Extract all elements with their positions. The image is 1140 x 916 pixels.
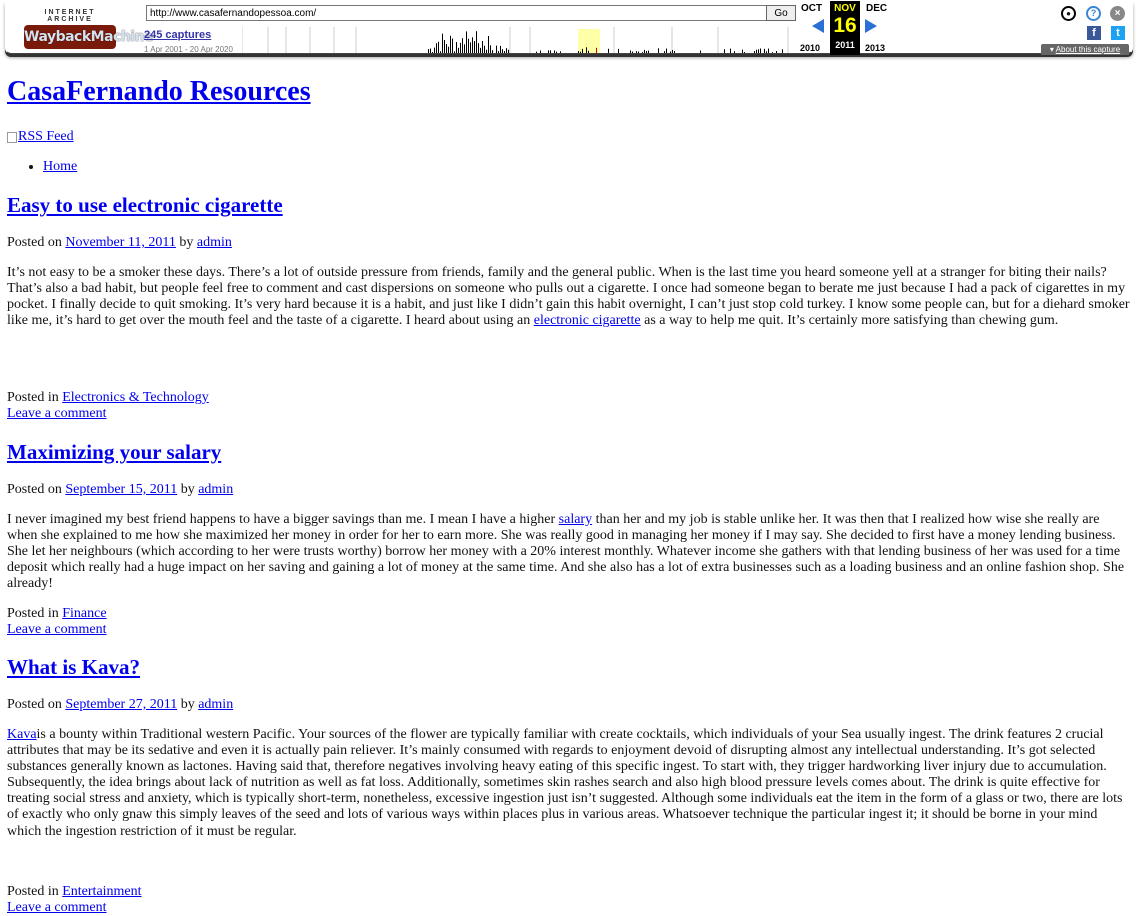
capture-bar	[724, 49, 725, 53]
inline-link[interactable]: electronic cigarette	[533, 313, 641, 329]
broken-image-icon	[7, 132, 17, 143]
capture-bar	[482, 41, 483, 53]
capture-bar	[670, 51, 671, 53]
capture-bar	[480, 48, 481, 53]
post-meta	[7, 235, 232, 251]
capture-bar	[756, 50, 757, 53]
site-title-link[interactable]: CasaFernando Resources	[7, 76, 311, 107]
inline-link[interactable]: salary	[558, 512, 593, 527]
capture-bar	[468, 39, 469, 53]
capture-bar	[734, 51, 735, 53]
capture-bar	[506, 48, 507, 53]
capture-bar	[488, 36, 489, 53]
category-link[interactable]: Electronics & Technology	[62, 390, 209, 405]
capture-bar	[464, 44, 465, 53]
capture-bar	[672, 50, 673, 53]
capture-bar	[450, 36, 451, 53]
prev-capture-arrow-icon[interactable]	[812, 19, 824, 33]
capture-bar	[554, 50, 555, 53]
capture-bar	[436, 43, 437, 53]
category-link[interactable]: Entertainment	[62, 884, 142, 899]
capture-bar	[700, 51, 701, 53]
capture-bar	[664, 51, 665, 53]
capture-bar	[764, 49, 765, 53]
capture-bar	[758, 49, 759, 53]
by-label: by	[180, 482, 195, 497]
capture-bar	[646, 51, 647, 53]
rss-feed-link[interactable]	[7, 129, 74, 145]
by-label: by	[179, 235, 194, 250]
post-title	[7, 440, 221, 465]
capture-bar	[658, 48, 659, 53]
leave-comment-link[interactable]: Leave a comment	[7, 622, 107, 638]
posted-on-label: Posted on	[7, 697, 62, 712]
capture-bar	[452, 39, 453, 53]
capture-bar	[440, 51, 441, 53]
post-date-link[interactable]: September 27, 2011	[65, 697, 178, 712]
capture-bar	[596, 48, 597, 53]
post-title	[7, 655, 140, 680]
next-year[interactable]: 2013	[865, 43, 886, 53]
capture-bar	[618, 49, 619, 53]
sparkline-bars	[428, 31, 783, 53]
post-title-link[interactable]: What is Kava?	[7, 655, 141, 679]
author-link[interactable]: admin	[198, 697, 234, 712]
leave-comment-link[interactable]: Leave a comment	[7, 406, 107, 422]
post-footer	[7, 606, 107, 638]
capture-date-range: 1 Apr 2001 - 20 Apr 2020	[144, 45, 233, 54]
facebook-icon[interactable]: f	[1087, 26, 1101, 40]
capture-bar	[744, 52, 745, 53]
rss-feed-label: RSS Feed	[18, 129, 74, 144]
capture-bar	[470, 42, 471, 53]
capture-bar	[782, 49, 783, 53]
capture-bar	[442, 34, 443, 53]
capture-bar	[496, 46, 497, 53]
posted-in-label: Posted in	[7, 606, 59, 621]
nav-item-home	[43, 159, 77, 175]
capture-bar	[730, 49, 731, 53]
post-meta	[7, 482, 233, 498]
capture-bar	[754, 51, 755, 53]
post-text: as a way to help me quit. It’s certainly more satisfying than chewing gum.	[640, 313, 1059, 329]
posted-on-label: Posted on	[7, 235, 62, 250]
capture-bar	[498, 51, 499, 53]
capture-bar	[540, 51, 541, 53]
capture-bar	[446, 44, 447, 53]
capture-bar	[648, 51, 649, 53]
capture-bar	[742, 50, 743, 53]
sparkline-year-dividers	[242, 27, 788, 53]
post-title	[7, 193, 283, 218]
go-button[interactable]: Go	[766, 5, 796, 21]
url-input[interactable]	[146, 5, 768, 21]
prev-month[interactable]: OCT	[801, 3, 823, 14]
inline-link[interactable]: Kava	[7, 727, 37, 742]
capture-bar	[666, 49, 667, 53]
capture-bar	[776, 51, 777, 53]
current-day: 16	[833, 14, 857, 37]
post-footer	[7, 390, 209, 422]
capture-sparkline[interactable]	[242, 27, 794, 53]
capture-bar	[462, 38, 463, 53]
captures-link[interactable]: 245 captures	[144, 29, 212, 41]
author-link[interactable]: admin	[196, 235, 232, 250]
post-meta	[7, 697, 233, 713]
capture-bar	[490, 45, 491, 53]
capture-bar	[582, 49, 583, 53]
help-icon[interactable]: ?	[1086, 6, 1101, 21]
posted-on-label: Posted on	[7, 482, 62, 497]
about-capture-label: About this capture	[1055, 45, 1121, 54]
capture-bar	[772, 52, 773, 53]
capture-bar	[476, 31, 477, 53]
capture-bar	[466, 31, 467, 53]
capture-bar	[768, 49, 769, 53]
post-text: I never imagined my best friend happens to have a bigger savings than me. I mean I have a higher	[7, 512, 559, 527]
main-nav	[22, 159, 77, 175]
post-text: It’s not easy to be a smoker these days. There’s a lot of outside pressure from friends, family and the general public. When is the last time you heard someone yell at a stranger for biting their nails? That’s also a bad habit, but people feel free to comment and cast dispersions on someone who pulls out a cigarette. I once had someone began to berate me just because I had a pack of cigarettes in my pocket. I finally decide to quit smoking. It’s very hard because it is a habit, and just like I didn’t gain this habit overnight, I can’t just stop cold turkey. I know some people can, but for a diehard smoker like me, it’s hard to get over the mouth feel and the taste of a cigarette. I heard about using an	[7, 265, 1130, 329]
next-capture-arrow-icon[interactable]	[865, 19, 877, 33]
capture-bar	[586, 47, 587, 53]
capture-bar	[502, 49, 503, 53]
about-capture-button[interactable]: ▾ About this capture	[1041, 44, 1129, 55]
capture-bar	[448, 47, 449, 53]
wayback-logo[interactable]	[24, 9, 154, 47]
post-title-link[interactable]: Maximizing your salary	[7, 440, 222, 464]
post-content	[7, 727, 1133, 840]
capture-bar	[478, 43, 479, 53]
capture-bar	[536, 52, 537, 53]
capture-bar	[508, 50, 509, 53]
current-capture-date	[830, 1, 860, 55]
capture-bar	[438, 42, 439, 53]
capture-bar	[474, 41, 475, 53]
post-date-link[interactable]: November 11, 2011	[65, 235, 176, 250]
nav-link-home[interactable]: Home	[43, 159, 78, 174]
capture-bar	[454, 51, 455, 53]
capture-bar	[444, 40, 445, 53]
capture-bar	[588, 51, 589, 53]
capture-bar	[760, 48, 761, 53]
capture-bar	[504, 51, 505, 53]
capture-bar	[638, 52, 639, 53]
capture-bar	[548, 50, 549, 53]
posted-in-label: Posted in	[7, 390, 59, 405]
capture-bar	[636, 51, 637, 53]
post-date-link[interactable]: September 15, 2011	[65, 482, 178, 497]
post-content	[7, 512, 1133, 592]
current-year: 2011	[835, 40, 855, 50]
capture-bar	[632, 52, 633, 53]
logo-main-text: WaybackMachine	[24, 25, 116, 49]
capture-bar	[430, 49, 431, 53]
capture-bar	[458, 48, 459, 53]
post-text: is a bounty within Traditional western Pacific. Your sources of the flower are typically familiar with create cocktails, which individuals of your Sea usually ingest. The drink features 2 crucial attributes that may be its sedative and even it is actually pain reliever. It’s mainly consumed with regards to enjoyment devoid of disrupting almost any intellectual understanding. It’s got selected substances generally known as lactones. Having said that, therefore negatives involving heavy eating of this specific ingest. To start with, they trigger hardworking liver injury due to accumulation. Subsequently, the idea brings about lack of nutrition as well as fat loss. Additionally, sometimes skin rashes search and also high blood pressure levels comes about. The drink is quite effective for treating social stress and anxiety, which is typically short-term, nonetheless, excessive ingestion just isn’t suggested. Although some individuals eat the item in the form of a glass or two, there are lots of exactly who only gnaw this simply leaves of the seed and lots of various ways within places plus in various areas. Whatsoever technique the particular ingest it; it should be borne in your mind which the ingestion restriction of it must be regular.	[7, 727, 1123, 839]
post-content	[7, 265, 1133, 329]
capture-bar	[500, 46, 501, 53]
post-title-link[interactable]: Easy to use electronic cigarette	[7, 193, 283, 217]
capture-bar	[492, 50, 493, 53]
next-month[interactable]: DEC	[866, 3, 888, 14]
category-link[interactable]: Finance	[62, 606, 107, 621]
capture-bar	[556, 52, 557, 53]
author-link[interactable]: admin	[198, 482, 234, 497]
logo-top-text: INTERNET ARCHIVE	[44, 9, 96, 23]
prev-year[interactable]: 2010	[800, 43, 821, 53]
capture-bar	[432, 52, 433, 53]
post-footer	[7, 884, 142, 916]
capture-bar	[608, 49, 609, 53]
posted-in-label: Posted in	[7, 884, 59, 899]
capture-bar	[434, 48, 435, 53]
capture-bar	[550, 50, 551, 53]
capture-bar	[486, 50, 487, 53]
capture-bar	[766, 51, 767, 53]
current-month: NOV	[834, 3, 856, 14]
capture-bar	[630, 51, 631, 53]
capture-bar	[428, 49, 429, 53]
capture-bar	[472, 37, 473, 53]
capture-bar	[674, 51, 675, 53]
capture-bar	[578, 51, 579, 53]
wayback-toolbar	[5, 0, 1133, 54]
user-icon[interactable]: ●	[1061, 6, 1076, 21]
capture-bar	[484, 46, 485, 53]
leave-comment-link[interactable]: Leave a comment	[7, 900, 107, 916]
capture-bar	[460, 43, 461, 53]
capture-bar	[580, 52, 581, 53]
capture-bar	[456, 42, 457, 53]
site-title	[7, 76, 311, 108]
capture-bar	[642, 52, 643, 53]
close-icon[interactable]: ×	[1110, 6, 1125, 21]
capture-bar	[644, 50, 645, 53]
by-label: by	[180, 697, 195, 712]
twitter-icon[interactable]: t	[1111, 26, 1125, 40]
capture-bar	[560, 51, 561, 53]
post-text: than her and my job is stable unlike her. It was then that I realized how wise she really are when she explained to me how she maximized her money in order for her to earn more. She was really good in managing her money if I may say. She decided to first have a money lending business. She let her neighbours (which according to her were trusts worthy) borrow her money with a 20% interest monthly. Whatever income she gathers with that lending business of her was used for a time deposit which really had a huge impact on her saving and gaining a lot of money at the same time. And she also has a lot of extra businesses such as a loading business and an online fashion shop. She already!	[7, 512, 1125, 592]
